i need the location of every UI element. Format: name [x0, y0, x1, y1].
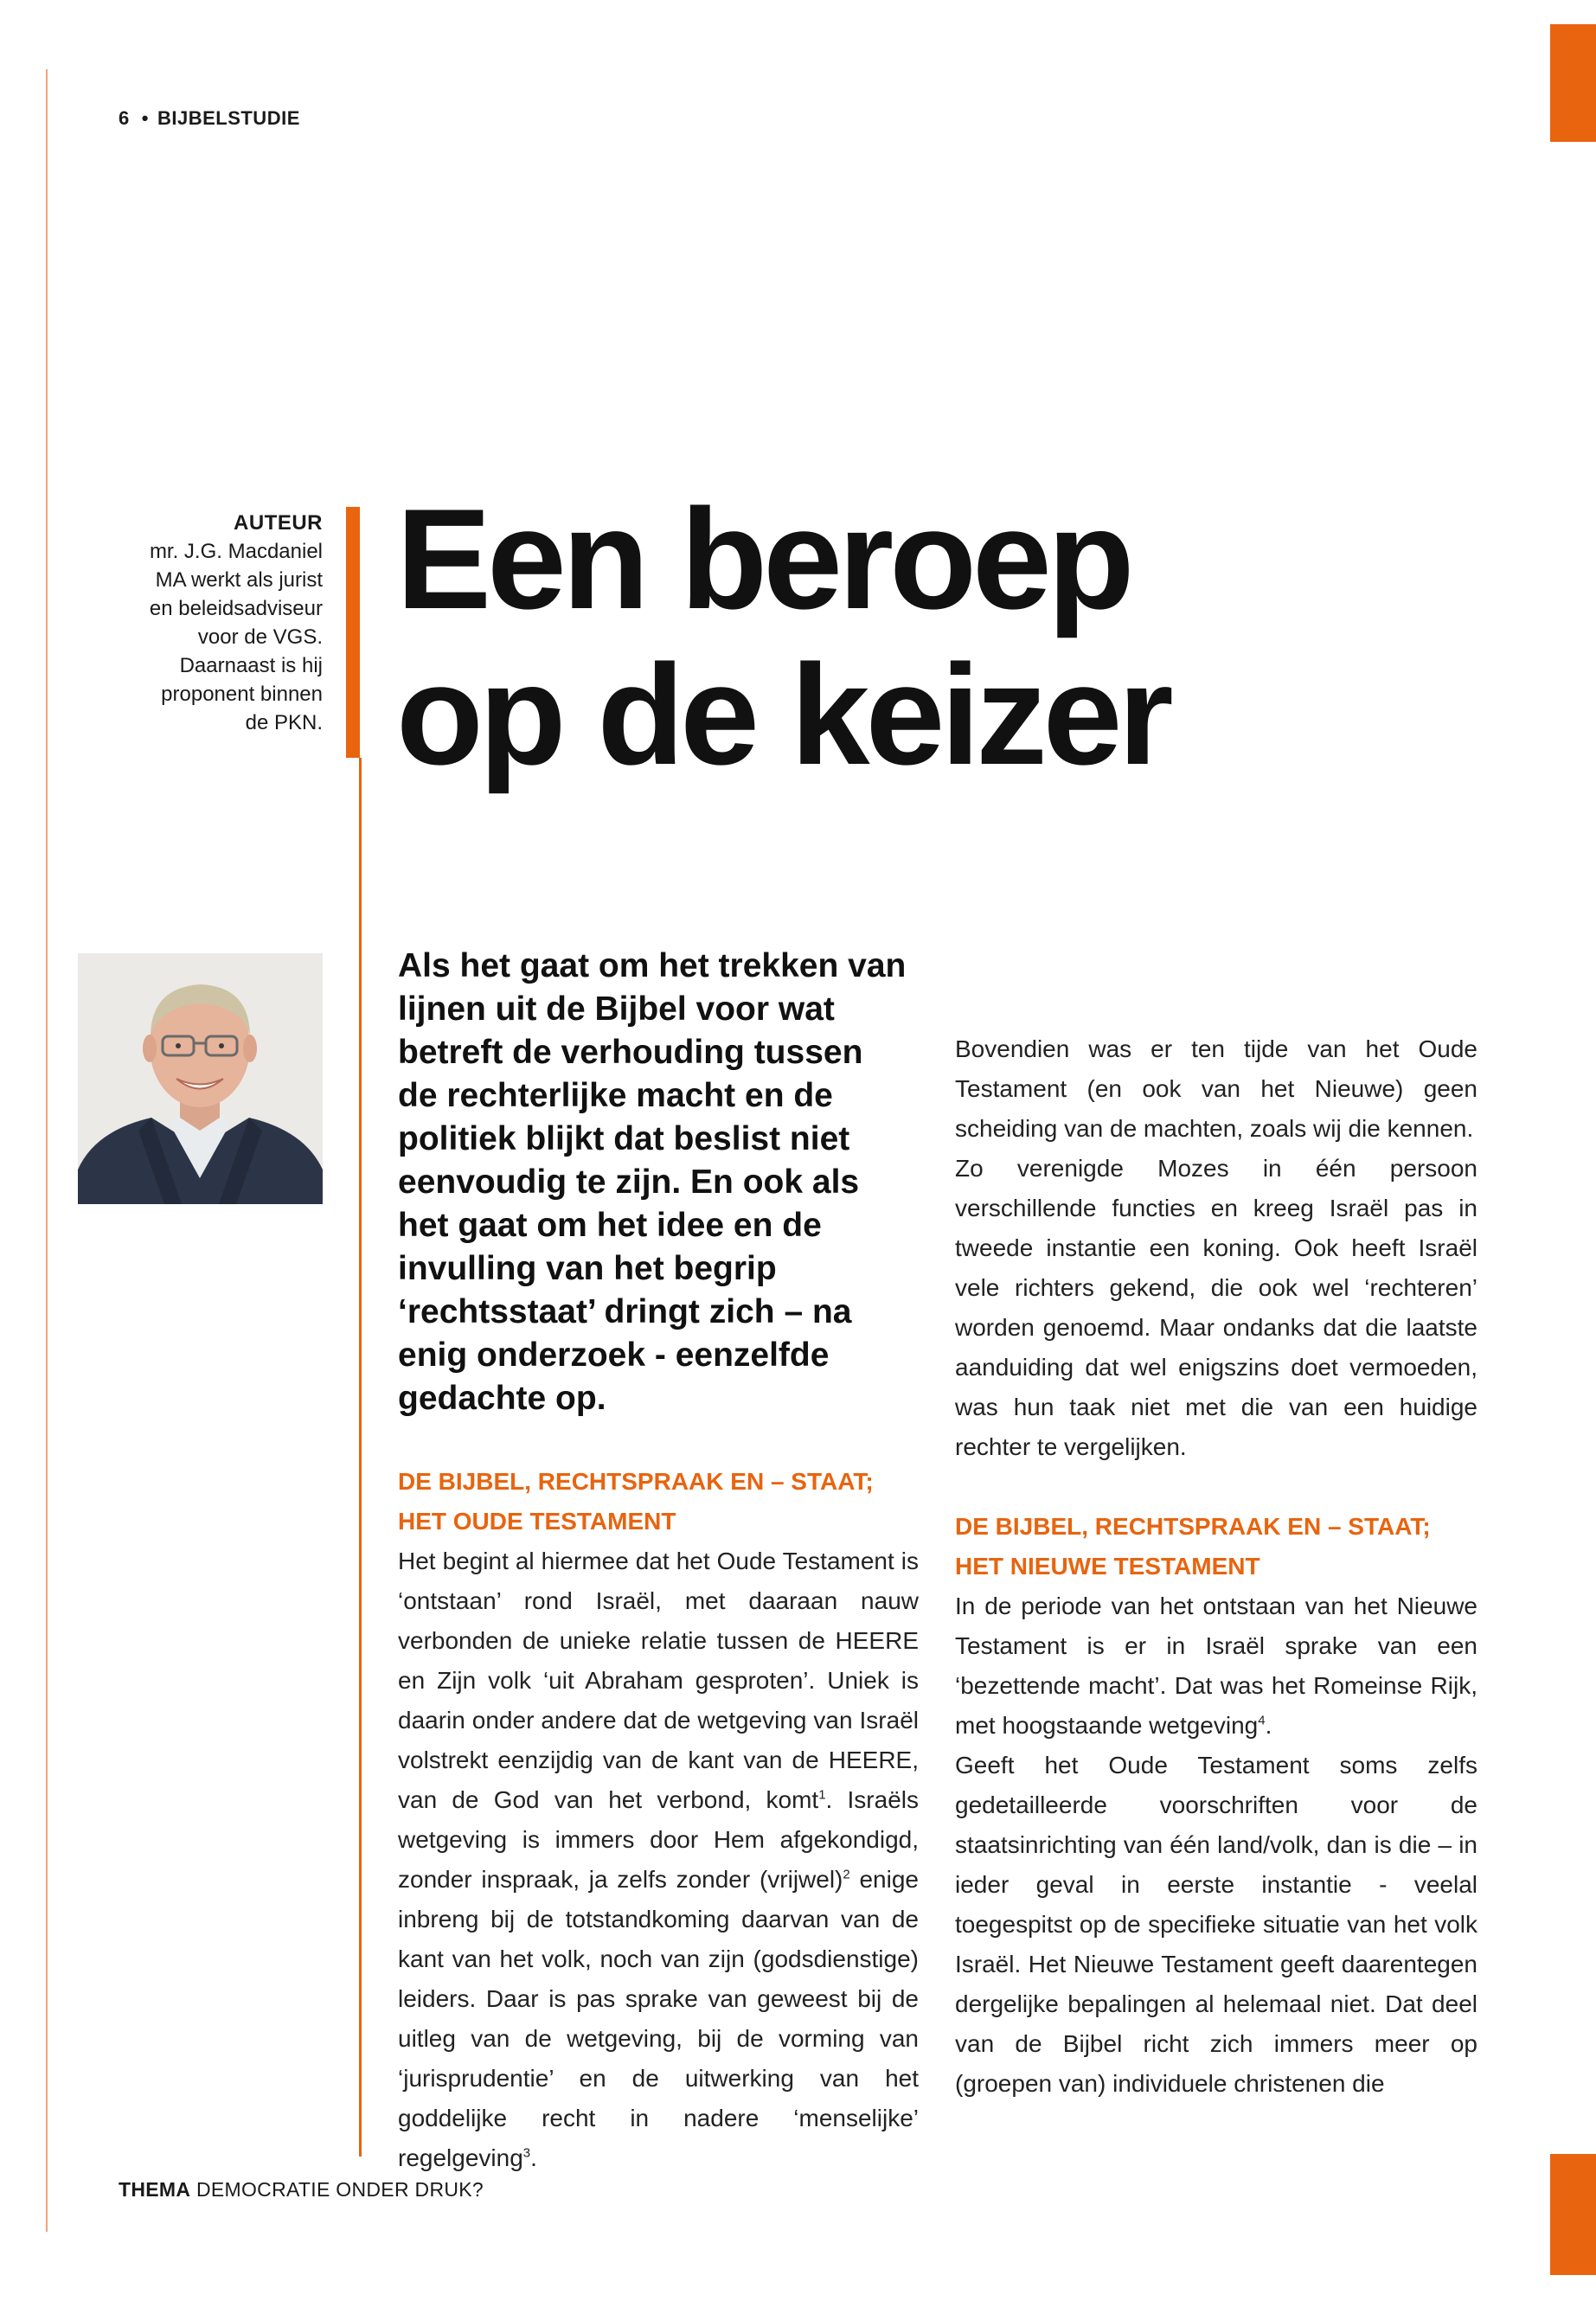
separator-dot: •	[141, 107, 149, 129]
body-paragraph: Zo verenigde Mozes in één persoon verschillende functies en kreeg Israël pas in tweede instantie een koning. Ook heeft Israël vele richters gekend, die ook wel ‘rechteren’ worden genoemd. Maar ondanks dat die laatste aanduiding dat wel enigszins doet vermoeden, was hun taak niet met die van een huidige rechter te vergelijken.	[955, 1155, 1477, 1460]
body-text: . Israëls wetgeving is immers door Hem afgekondigd, zonder inspraak, ja zelfs zonder (vrijwel)	[398, 1786, 919, 1893]
author-line: voor de VGS.	[197, 625, 323, 649]
body-text: .	[530, 2144, 537, 2171]
body-paragraph: Bovendien was er ten tijde van het Oude Testament (en ook van het Nieuwe) geen scheiding van de machten, zoals wij die kennen.	[955, 1035, 1477, 1142]
author-line: proponent binnen	[161, 683, 323, 706]
article-title	[396, 481, 1170, 792]
section-heading	[955, 1507, 1477, 1586]
author-portrait-illustration	[78, 953, 323, 1204]
margin-guide-line	[46, 69, 48, 2232]
lead-paragraph: Als het gaat om het trekken van lijnen uit de Bijbel voor wat betreft de verhouding tussen de rechterlijke macht en de politiek blijkt dat beslist niet eenvoudig te zijn. En ook als het gaat om het idee en de invulling van het begrip ‘rechtsstaat’ dringt zich – na enig onderzoek - eenzelfde gedachte op.	[398, 947, 907, 1417]
column-divider	[359, 758, 362, 2157]
section-heading-line-2: HET OUDE TESTAMENT	[398, 1508, 676, 1535]
author-block	[104, 509, 323, 737]
running-head	[119, 107, 300, 130]
author-label: AUTEUR	[234, 511, 323, 535]
author-line: de PKN.	[245, 711, 323, 734]
footnote-ref-1[interactable]: 1	[818, 1787, 826, 1803]
section-heading-line-2: HET NIEUWE TESTAMENT	[955, 1553, 1260, 1580]
body-paragraph: Geeft het Oude Testament soms zelfs gedetailleerde voorschriften voor de staatsinrichting van één land/volk, dan is die – in ieder geval in eerste instantie - veelal toegespitst op de specifieke situatie van het volk Israël. Het Nieuwe Testament geeft daarentegen dergelijke bepalingen al helemaal niet. Dat deel van de Bijbel richt zich immers meer op (groepen van) individuele christenen die	[955, 1752, 1477, 2097]
accent-bar	[346, 507, 360, 758]
footnote-ref-2[interactable]: 2	[843, 1867, 850, 1882]
section-gap	[955, 1467, 1477, 1507]
section-heading	[398, 1462, 919, 1541]
body-text: .	[1265, 1712, 1272, 1739]
section-label: BIJBELSTUDIE	[157, 107, 300, 129]
body-text: Het begint al hiermee dat het Oude Testament is ‘ontstaan’ rond Israël, met daaraan nauw verbonden de unieke relatie tussen de HEERE en Zijn volk ‘uit Abraham gesproten’. Uniek is daarin onder andere dat de wetgeving van Israël volstrekt eenzijdig van de kant van de HEERE, van de God van het verbond, komt	[398, 1548, 919, 1813]
corner-tab-top	[1550, 24, 1596, 142]
footnote-ref-4[interactable]: 4	[1258, 1713, 1266, 1728]
author-line: Daarnaast is hij	[179, 654, 323, 677]
title-line-1: Een beroep	[396, 479, 1131, 638]
body-paragraph	[398, 1541, 919, 2178]
author-line: mr. J.G. Macdaniel	[149, 540, 323, 563]
column-continuation-spacer	[955, 950, 1477, 1029]
body-text: In de periode van het ontstaan van het Nieuwe Testament is er in Israël sprake van een ‘bezettende macht’. Dat was het Romeinse Rijk, met hoogstaande wetgeving	[955, 1593, 1477, 1739]
body-paragraph	[955, 1586, 1477, 1746]
author-photo	[78, 953, 323, 1204]
column-right	[955, 950, 1477, 2104]
footer	[119, 2178, 484, 2202]
footnote-ref-3[interactable]: 3	[522, 2145, 531, 2161]
section-heading-line-1: DE BIJBEL, RECHTSPRAAK EN – STAAT;	[398, 1468, 874, 1495]
column-left	[398, 1462, 919, 2178]
page-number: 6	[119, 107, 130, 129]
footer-theme-label: THEMA	[119, 2178, 191, 2201]
footer-theme-title: DEMOCRATIE ONDER DRUK?	[190, 2178, 484, 2201]
title-line-2: op de keizer	[396, 635, 1170, 794]
corner-tab-bottom	[1550, 2154, 1596, 2275]
body-text: enige inbreng bij de totstandkoming daarvan van de kant van het volk, noch van zijn (godsdienstige) leiders. Daar is pas sprake van geweest bij de uitleg van de wetgeving, bij de vorming van ‘jurisprudentie’ en de uitwerking van het goddelijke recht in nadere ‘menselijke’ regelgeving	[398, 1866, 919, 2171]
author-line: en beleidsadviseur	[149, 597, 323, 620]
section-heading-line-1: DE BIJBEL, RECHTSPRAAK EN – STAAT;	[955, 1513, 1431, 1540]
author-line: MA werkt als jurist	[155, 568, 323, 592]
